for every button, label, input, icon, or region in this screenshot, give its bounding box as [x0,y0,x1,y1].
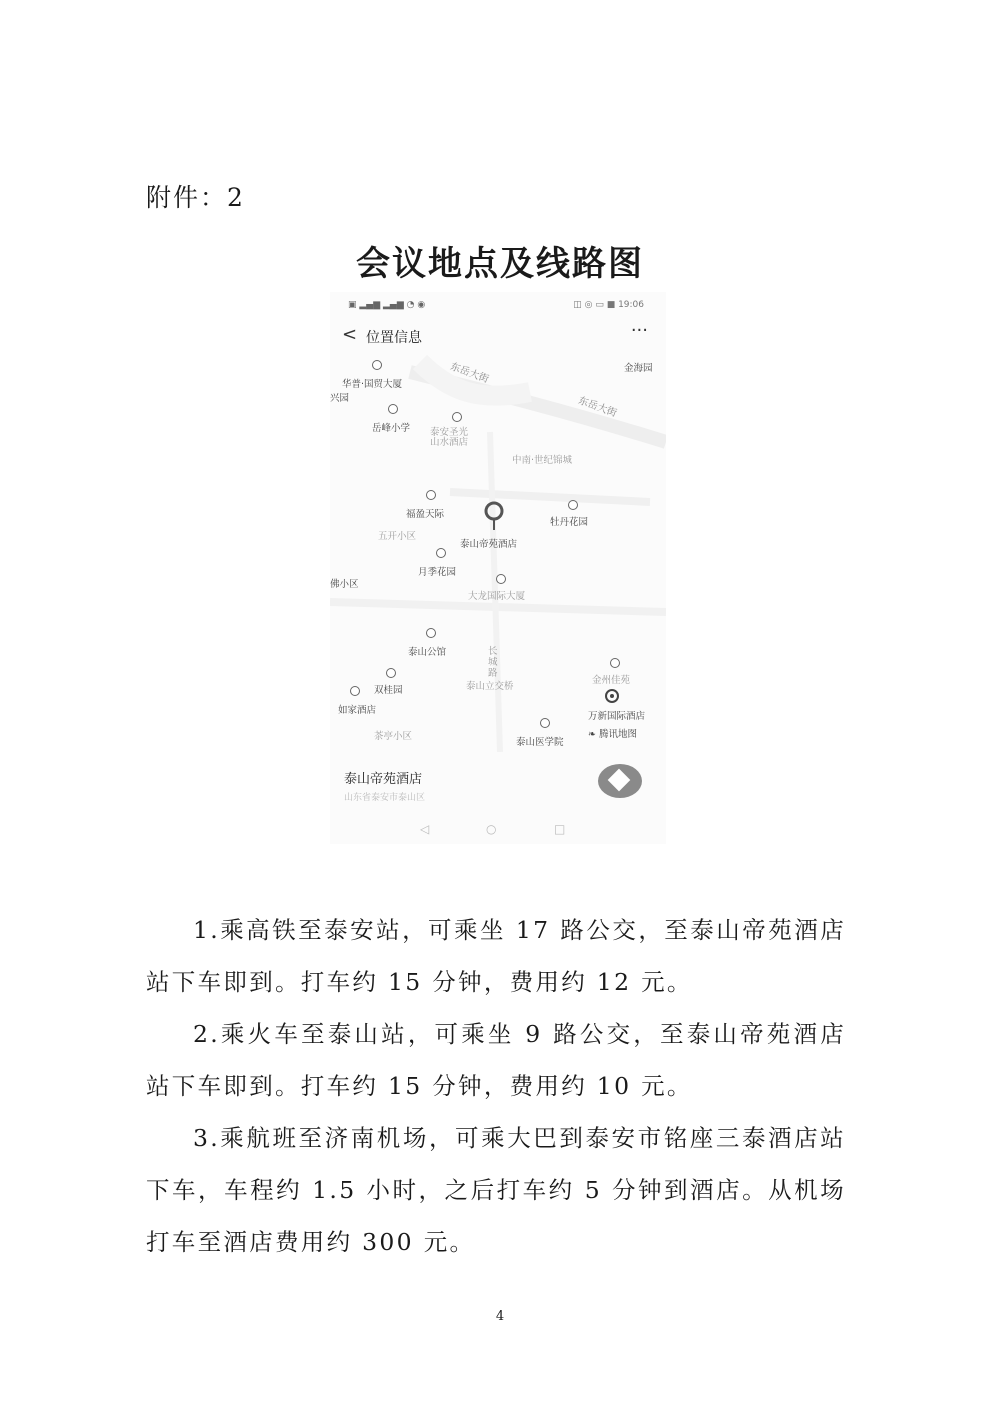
location-address: 山东省泰安市泰山区 [344,793,426,803]
poi-icon [540,718,550,728]
leaf-icon: ❧ [588,729,596,740]
poi-yixue[interactable]: 泰山医学院 [516,737,564,748]
poi-mudan[interactable]: 牡丹花园 [550,517,589,528]
navigate-icon [608,769,631,792]
poi-icon [452,412,462,422]
poi-icon [426,628,436,638]
system-recent-icon[interactable]: □ [554,822,566,836]
poi-icon [386,668,396,678]
poi-wanda[interactable]: 万新国际酒店 [588,711,646,722]
poi-dalong[interactable]: 大龙国际大厦 [468,591,526,602]
poi-icon [496,574,506,584]
poi-xingyuan[interactable]: 兴园 [330,393,350,404]
poi-fuying[interactable]: 福盈天际 [406,509,445,520]
status-bar-icons: ▣ ▂▄▆ ▂▄▆ ◔ ◉ [348,300,426,310]
poi-shuanggui[interactable]: 双桂园 [374,685,403,696]
map-view[interactable] [330,352,666,752]
system-back-icon[interactable]: ◁ [420,822,430,836]
hotel-icon [350,686,360,696]
poi-wuxian[interactable]: 五开小区 [378,531,417,542]
poi-yueyang[interactable]: 岳峰小学 [372,423,411,434]
locate-me-icon[interactable] [602,686,622,706]
page-title: 会议地点及线路图 [356,244,644,284]
road-dongyue-1: 东岳大街 [448,361,490,386]
poi-chaping[interactable]: 茶亭小区 [374,731,413,742]
poi-xiaoqu[interactable]: 佛小区 [330,579,359,590]
location-pin-icon [482,500,506,534]
more-menu-icon[interactable]: ··· [630,320,648,341]
poi-lijiao[interactable]: 泰山立交桥 [466,681,514,692]
back-arrow-icon[interactable]: < [342,324,358,345]
route-paragraph-3: 3.乘航班至济南机场，可乘大巴到泰安市铭座三泰酒店站下车，车程约 1.5 小时，之后打车约 5 分钟到酒店。从机场打车至酒店费用约 300 元。 [146,1124,846,1256]
poi-huapu[interactable]: 华普·国贸大厦 [342,379,403,390]
nav-bar [340,320,656,348]
poi-icon [388,404,398,414]
road-dongyue-2: 东岳大街 [576,395,618,420]
location-name: 泰山帝苑酒店 [344,772,423,787]
nav-title: 位置信息 [366,330,422,346]
poi-taian-shanshui[interactable]: 泰安圣光 山水酒店 [430,427,469,448]
navigate-button[interactable] [598,764,642,798]
page-number: 4 [495,1309,505,1324]
map-brand: ❧ 腾讯地图 [588,729,638,740]
poi-icon [436,548,446,558]
poi-jinzhou[interactable]: 金州佳苑 [592,675,631,686]
poi-icon [426,490,436,500]
poi-gongguan[interactable]: 泰山公馆 [408,647,447,658]
route-paragraph-1: 1.乘高铁至泰安站，可乘坐 17 路公交，至泰山帝苑酒店站下车即到。打车约 15 分钟，费用约 12 元。 [146,916,846,996]
poi-hotel[interactable]: 泰山帝苑酒店 [460,539,518,550]
system-home-icon[interactable]: ○ [486,822,497,836]
poi-icon [568,500,578,510]
poi-icon [372,360,382,370]
route-paragraph-2: 2.乘火车至泰山站，可乘坐 9 路公交，至泰山帝苑酒店站下车即到。打车约 15 分钟，费用约 10 元。 [146,1020,846,1100]
road-changcheng: 长 城 路 [488,646,498,679]
status-bar-time: ◫ ◎ ▭ ■ 19:06 [573,300,644,310]
poi-zhongnan[interactable]: 中南·世纪锦城 [512,455,573,466]
poi-jinhai[interactable]: 金海园 [624,363,653,374]
phone-screenshot [330,292,666,844]
poi-rujia[interactable]: 如家酒店 [338,705,377,716]
attachment-label: 附件：2 [146,183,245,212]
poi-yueji[interactable]: 月季花园 [418,567,457,578]
poi-icon [610,658,620,668]
